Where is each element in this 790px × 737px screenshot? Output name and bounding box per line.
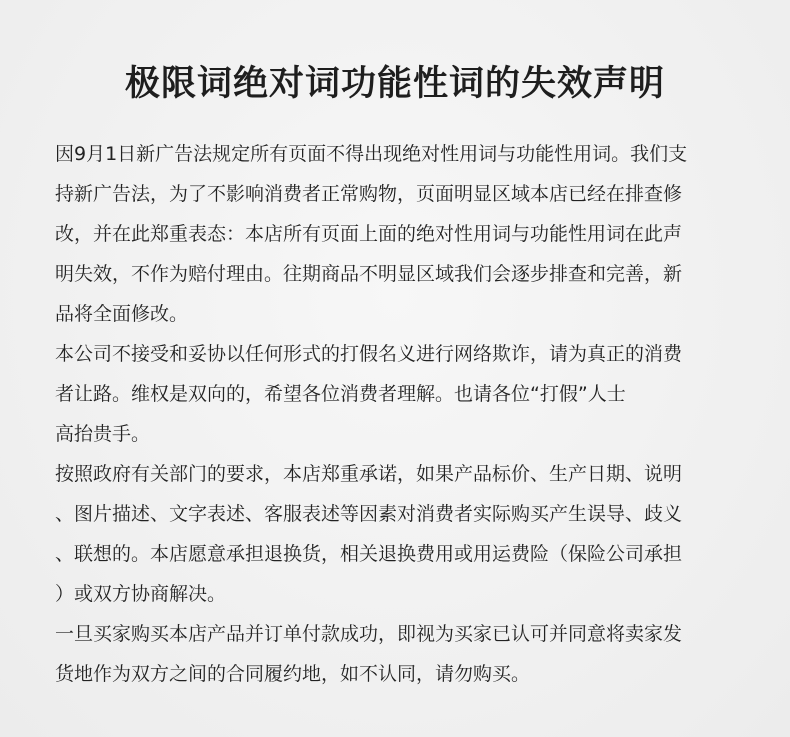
- text-line: 品将全面修改。: [55, 303, 189, 325]
- text-line: 持新广告法，为了不影响消费者正常购物，页面明显区域本店已经在排查修: [55, 183, 683, 205]
- text-line: 明失效，不作为赔付理由。往期商品不明显区域我们会逐步排查和完善，新: [55, 263, 683, 285]
- text-line: 、联想的。本店愿意承担退换货，相关退换费用或用运费险（保险公司承担: [55, 543, 683, 565]
- text-line: 因9月1日新广告法规定所有页面不得出现绝对性用词与功能性用词。我们支: [55, 143, 688, 165]
- text-line: 按照政府有关部门的要求，本店郑重承诺，如果产品标价、生产日期、说明: [55, 463, 683, 485]
- text-line: 本公司不接受和妥协以任何形式的打假名义进行网络欺诈，请为真正的消费: [55, 343, 683, 365]
- text-line: 货地作为双方之间的合同履约地，如不认同，请勿购买。: [55, 663, 531, 685]
- page-title: 极限词绝对词功能性词的失效声明: [124, 64, 665, 104]
- text-line: 改，并在此郑重表态：本店所有页面上面的绝对性用词与功能性用词在此声: [55, 223, 683, 245]
- text-line: 高抬贵手。: [55, 423, 151, 445]
- paragraph-ad-law: [50, 134, 740, 334]
- paragraph-commitment: [50, 454, 740, 614]
- text-line: 者让路。维权是双向的，希望各位消费者理解。也请各位“打假”人士: [55, 383, 626, 405]
- paragraph-anti-fraud: [50, 334, 740, 454]
- text-line: 一旦买家购买本店产品并订单付款成功，即视为买家已认可并同意将卖家发: [55, 623, 683, 645]
- text-line: 、图片描述、文字表述、客服表述等因素对消费者实际购买产生误导、歧义: [55, 503, 683, 525]
- paragraph-contract-location: [50, 614, 740, 694]
- text-line: ）或双方协商解决。: [55, 583, 227, 605]
